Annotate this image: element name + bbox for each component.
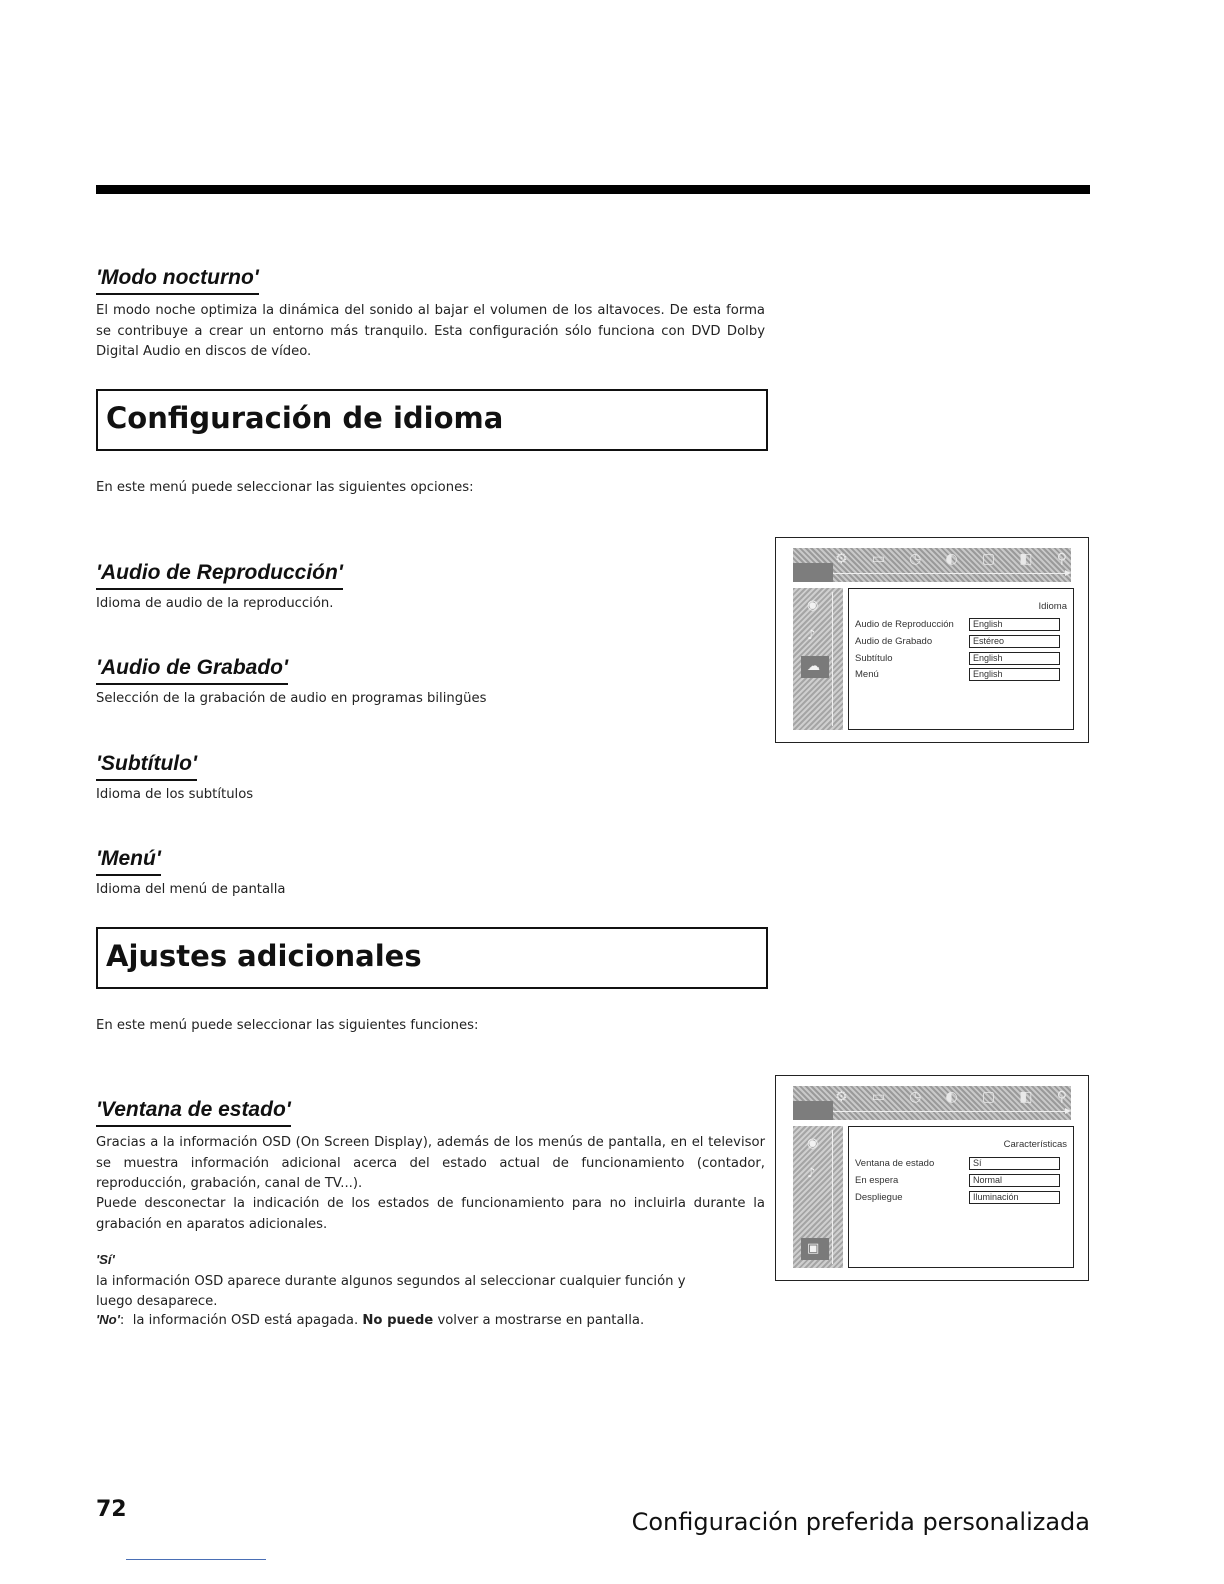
option-si-key: 'Sí' [96,1252,115,1267]
display-icon: ▢ [981,551,996,567]
option-si-text: la información OSD aparece durante algunos segundos al seleccionar cualquier función y luego desaparece. [96,1273,686,1309]
osd-panel-caracteristicas [848,1126,1074,1268]
text-audio-grabado: Selección de la grabación de audio en programas bilingües [96,691,487,706]
osd-row-label: Menú [855,669,879,680]
osd-row-value: English [969,668,1060,681]
osd-tab-arrow [833,573,1069,574]
heading-subtitulo: 'Subtítulo' [96,752,197,781]
osd-row-value: English [969,618,1060,631]
text-ventana-estado-2: Puede desconectar la indicación de los estados de funcionamiento para no incluirla durante la grabación en aparatos adicionales. [96,1196,765,1232]
features-icon: ▣ [807,1241,820,1256]
language-icon: ◐ [945,551,958,567]
page-number: 72 [96,1497,127,1522]
option-no: 'No': la información OSD está apagada. No puede volver a mostrarse en pantalla. [96,1312,645,1328]
osd-row [855,618,1065,632]
osd-title-idioma: Idioma [1038,601,1067,612]
osd-side-line [832,1130,833,1264]
osd-row-value: English [969,652,1060,665]
speech-bubble-icon: ☁ [807,659,820,674]
display-icon: ▢ [981,1089,996,1105]
intro-idioma: En este menú puede seleccionar las siguientes opciones: [96,480,474,495]
osd-side-menu [793,1126,843,1268]
heading-modo-nocturno: 'Modo nocturno' [96,266,259,295]
osd-side-line [832,592,833,726]
record-icon: ◧ [1019,1089,1033,1105]
osd-row-label: Audio de Reproducción [855,619,954,630]
settings-icon: ⚙ [835,551,848,567]
osd-row [855,1191,1065,1205]
option-si [96,1250,736,1313]
osd-row-label: Subtítulo [855,653,893,664]
section-title-box-idioma [96,389,768,451]
text-audio-reproduccion: Idioma de audio de la reproducción. [96,596,334,611]
record-icon: ◧ [1019,551,1033,567]
osd-panel-idioma [848,588,1074,730]
osd-row-label: Despliegue [855,1192,903,1203]
audio-icon: ♪ [807,1166,816,1181]
tv-icon: ▭ [871,551,885,567]
osd-screen-caracteristicas [775,1075,1089,1281]
osd-row-label: Audio de Grabado [855,636,933,647]
osd-tab-bar [793,1086,1071,1120]
osd-side-menu [793,588,843,730]
option-no-text-after: volver a mostrarse en pantalla. [437,1313,645,1328]
speaker-icon: ◉ [807,1136,819,1151]
osd-row-label: Ventana de estado [855,1158,935,1169]
osd-row-value: Iluminación [969,1191,1060,1204]
top-rule [96,185,1090,194]
language-icon: ◐ [945,1089,958,1105]
osd-tab-selected [793,563,833,582]
intro-ajustes: En este menú puede seleccionar las siguientes funciones: [96,1018,479,1033]
osd-row-value: Estéreo [969,635,1060,648]
speaker-icon: ◉ [807,598,819,613]
search-icon: ⚲ [1056,551,1067,567]
osd-row [855,668,1065,682]
option-no-key: 'No' [96,1312,120,1327]
osd-tab-bar [793,548,1071,582]
osd-tab-selected [793,1101,833,1120]
option-no-bold: No puede [362,1313,434,1328]
osd-tab-arrow [833,1111,1069,1112]
heading-ventana-estado: 'Ventana de estado' [96,1098,291,1127]
heading-audio-reproduccion: 'Audio de Reproducción' [96,561,343,590]
heading-audio-grabado: 'Audio de Grabado' [96,656,288,685]
settings-icon: ⚙ [835,1089,848,1105]
clock-icon: ◷ [909,551,922,567]
chapter-title: Configuración preferida personalizada [631,1508,1090,1536]
osd-row-label: En espera [855,1175,899,1186]
text-menu: Idioma del menú de pantalla [96,882,286,897]
section-title-box-ajustes [96,927,768,989]
search-icon: ⚲ [1056,1089,1067,1105]
section-title-ajustes: Ajustes adicionales [106,939,422,973]
footer-underline [126,1559,266,1560]
option-no-text: la información OSD está apagada. [132,1313,359,1328]
osd-row [855,1157,1065,1171]
osd-row [855,635,1065,649]
text-subtitulo: Idioma de los subtítulos [96,787,254,802]
text-ventana-estado-1: Gracias a la información OSD (On Screen Display), además de los menús de pantalla, en el televisor se muestra información adicional acerca del estado actual de funcionamiento (contador, reproducción, grabación, canal de TV...). [96,1135,765,1191]
tv-icon: ▭ [871,1089,885,1105]
audio-icon: ♪ [807,628,816,643]
osd-row [855,1174,1065,1188]
osd-row [855,652,1065,666]
osd-screen-idioma [775,537,1089,743]
osd-title-caracteristicas: Características [1003,1139,1067,1150]
paragraph-modo-nocturno: El modo noche optimiza la dinámica del sonido al bajar el volumen de los altavoces. De esta forma se contribuye a crear un entorno más tranquilo. Esta configuración sólo funciona con DVD Dolby Digital Audio en discos de vídeo. [96,303,765,359]
osd-row-value: Sí [969,1157,1060,1170]
clock-icon: ◷ [909,1089,922,1105]
section-title-idioma: Configuración de idioma [106,401,504,435]
heading-menu: 'Menú' [96,847,161,876]
osd-row-value: Normal [969,1174,1060,1187]
